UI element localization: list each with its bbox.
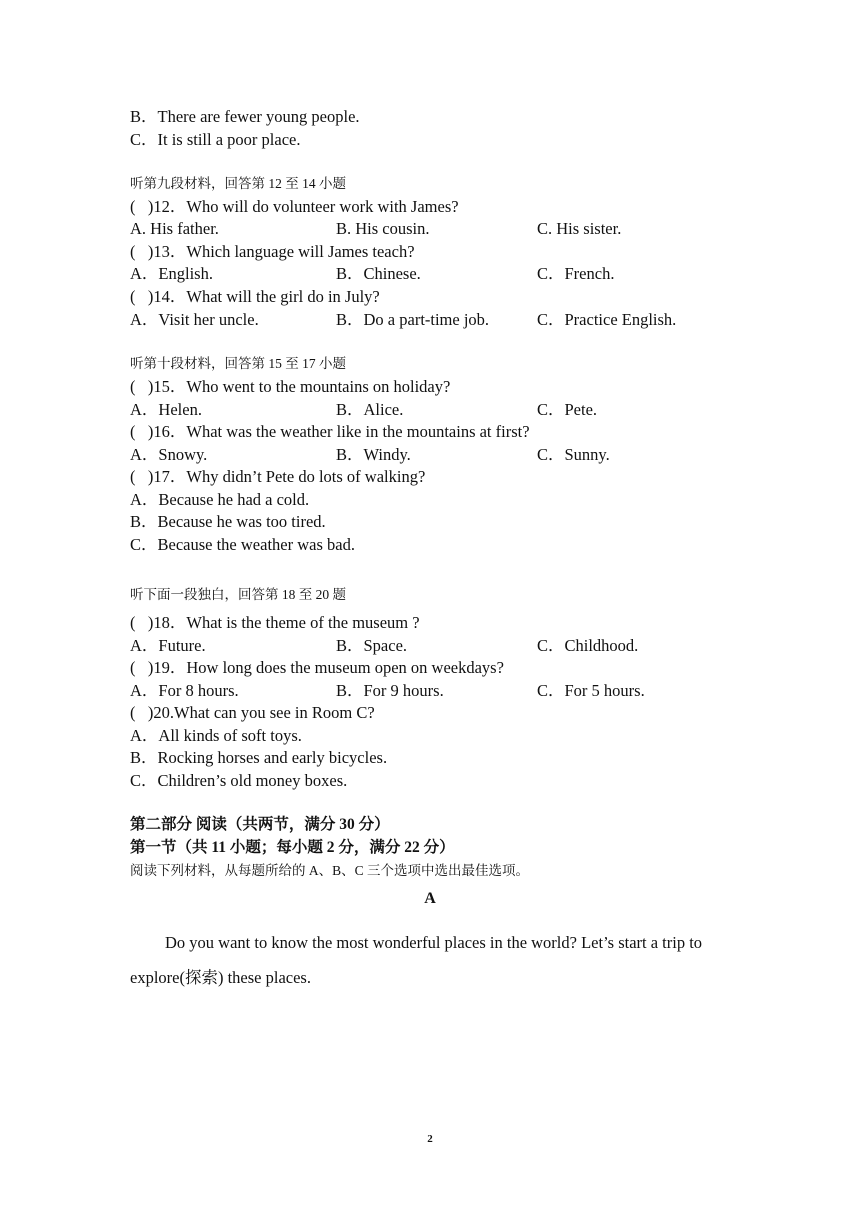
option-line: A．Future. xyxy=(130,636,206,655)
option-line: A. His father. xyxy=(130,219,219,238)
option-line: C．It is still a poor place. xyxy=(130,130,301,149)
option-line: B．Because he was too tired. xyxy=(130,512,326,531)
option-line: A．Snowy. xyxy=(130,445,208,464)
option-line: C．Childhood. xyxy=(537,636,639,655)
section-instruction: 听第九段材料，回答第 12 至 14 小题 xyxy=(130,176,346,191)
part-heading: 第二部分 阅读（共两节，满分 30 分） xyxy=(130,816,390,833)
option-line: B．Space. xyxy=(336,636,408,655)
option-line: A．For 8 hours. xyxy=(130,681,239,700)
question-15: ( )15．Who went to the mountains on holiday? xyxy=(130,377,451,396)
option-line: A．Visit her uncle. xyxy=(130,310,259,329)
question-12: ( )12．Who will do volunteer work with James? xyxy=(130,197,459,216)
question-14: ( )14．What will the girl do in July? xyxy=(130,287,380,306)
option-line: A．All kinds of soft toys. xyxy=(130,726,302,745)
reading-instruction: 阅读下列材料，从每题所给的 A、B、C 三个选项中选出最佳选项。 xyxy=(130,863,530,878)
question-17: ( )17．Why didn’t Pete do lots of walking? xyxy=(130,467,426,486)
page-number: 2 xyxy=(427,1133,433,1145)
option-line: B．Windy. xyxy=(336,445,411,464)
passage-text: Do you want to know the most wonderful places in the world? Let’s start a trip to xyxy=(165,933,703,952)
option-line: B．There are fewer young people. xyxy=(130,107,360,126)
option-line: A．Helen. xyxy=(130,400,202,419)
option-line: C．For 5 hours. xyxy=(537,681,645,700)
question-16: ( )16．What was the weather like in the mountains at first? xyxy=(130,422,530,441)
option-line: B. His cousin. xyxy=(336,219,430,238)
question-13: ( )13．Which language will James teach? xyxy=(130,242,415,261)
option-line: A．English. xyxy=(130,264,213,283)
question-20: ( )20.What can you see in Room C? xyxy=(130,703,375,722)
option-line: A．Because he had a cold. xyxy=(130,490,310,509)
option-line: C．Children’s old money boxes. xyxy=(130,771,348,790)
option-line: B．Rocking horses and early bicycles. xyxy=(130,748,388,767)
option-line: C. His sister. xyxy=(537,219,622,238)
section-instruction: 听下面一段独白，回答第 18 至 20 题 xyxy=(130,587,346,602)
option-line: B．For 9 hours. xyxy=(336,681,444,700)
option-line: B．Do a part-time job. xyxy=(336,310,490,329)
option-line: B．Chinese. xyxy=(336,264,421,283)
option-line: C．Pete. xyxy=(537,400,598,419)
option-line: C．French. xyxy=(537,264,615,283)
option-line: C．Because the weather was bad. xyxy=(130,535,355,554)
question-18: ( )18．What is the theme of the museum ? xyxy=(130,613,420,632)
option-line: C．Sunny. xyxy=(537,445,610,464)
question-19: ( )19．How long does the museum open on weekdays? xyxy=(130,658,504,677)
section-instruction: 听第十段材料，回答第 15 至 17 小题 xyxy=(130,356,346,371)
passage-text: explore(探索) these places. xyxy=(130,968,311,987)
option-line: C．Practice English. xyxy=(537,310,677,329)
option-line: B．Alice. xyxy=(336,400,404,419)
section-heading: 第一节（共 11 小题；每小题 2 分，满分 22 分） xyxy=(130,839,455,856)
passage-label: A xyxy=(424,890,436,907)
